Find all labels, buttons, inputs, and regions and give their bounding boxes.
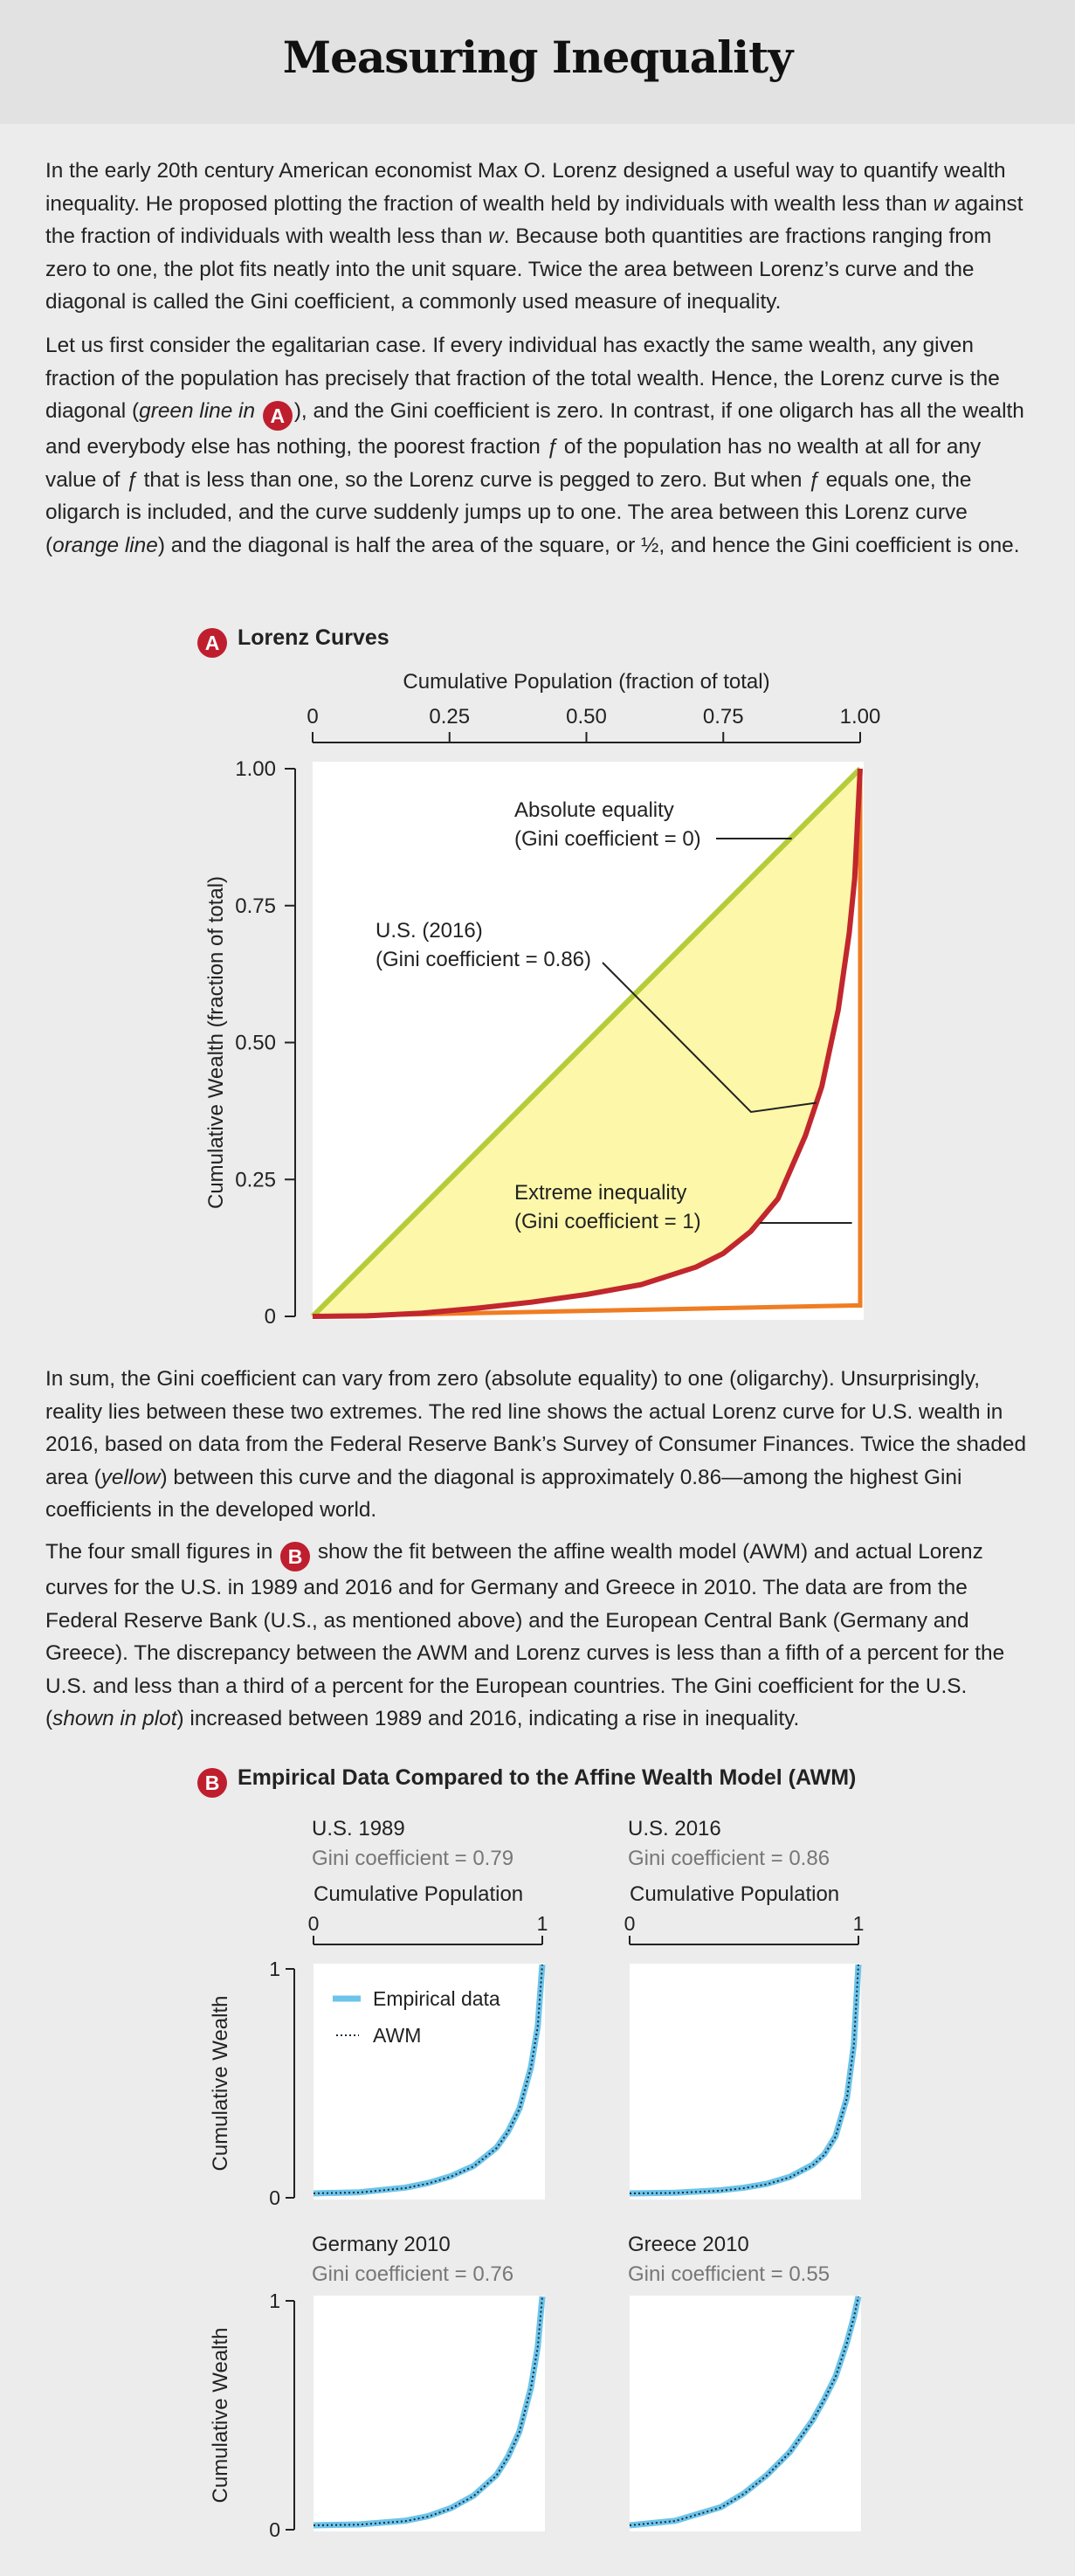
figure-b-heading	[196, 1765, 856, 1798]
page-title: Measuring Inequality	[282, 31, 793, 83]
badge-a: A	[197, 628, 227, 658]
figure-b-title: Empirical Data Compared to the Affine Wealth Model (AWM)	[238, 1765, 857, 1790]
x-tick-label: 1	[852, 1912, 865, 1935]
greece2010-gini: Gini coefficient = 0.55	[628, 2262, 830, 2286]
y-tick-label: 0.50	[235, 1031, 276, 1055]
us2016-title: U.S. 2016	[628, 1817, 721, 1840]
text-run: that is less than one, so the Lorenz curve is pegged to zero. But when	[143, 467, 803, 492]
y-tick-label: 0	[269, 2518, 280, 2541]
lorenz-curves-chart	[0, 655, 1075, 1328]
text-run: of the population has no wealth at all for any value of	[45, 435, 982, 492]
text-run: orange line	[52, 533, 158, 557]
text-run: The four small figures in	[45, 1540, 273, 1564]
text-run: ƒ	[126, 467, 138, 492]
text-run: green line in	[139, 399, 256, 424]
body-paragraph-4	[45, 1536, 1030, 1736]
us1989-title: U.S. 1989	[312, 1817, 405, 1840]
text-run: ) and the diagonal is half the area of the square, or ½, and hence the Gini coefficient is one.	[157, 533, 1020, 557]
small-plot-area	[630, 1964, 861, 2200]
badge-b: B	[197, 1768, 227, 1798]
y-tick-label: 0.25	[235, 1168, 276, 1192]
annotation-us2016-line2: (Gini coefficient = 0.86)	[376, 948, 592, 971]
text-run: ), and the Gini coefficient is zero. In contrast, if one oligarch has all the wealth and everybody else has nothing, the poorest fraction	[45, 399, 1024, 459]
text-run: In sum, the Gini coefficient can vary from zero (absolute equality) to one (oligarchy). Unsurprisingly, reality lies between these two extremes. The red line shows the actual Lorenz curve for U.S. wealth in 2016, based on data from the Federal Reserve Bank’s Survey of Consumer Finances. Twice the shaded area (	[45, 1367, 1027, 1489]
text-run: yellow	[100, 1465, 161, 1489]
text-run: w	[488, 224, 504, 249]
annotation-extreme-line1: Extreme inequality	[514, 1181, 687, 1205]
text-run: ) increased between 1989 and 2016, indicating a rise in inequality.	[176, 1707, 800, 1731]
y-tick-label: 1	[269, 2289, 280, 2312]
text-run: ƒ	[546, 435, 559, 459]
x-tick-label: 0.25	[429, 705, 471, 729]
germany2010-gini: Gini coefficient = 0.76	[312, 2262, 514, 2286]
badge-b-inline: B	[280, 1542, 310, 1571]
figure-a-title: Lorenz Curves	[238, 625, 389, 650]
greece2010-title: Greece 2010	[628, 2233, 749, 2256]
body-paragraph-3	[45, 1363, 1030, 1527]
legend-label-awm: AWM	[373, 2024, 422, 2047]
text-run: shown in plot	[52, 1707, 177, 1731]
y-axis-title: Cumulative Wealth	[209, 1995, 232, 2172]
small-plot-area	[314, 2296, 545, 2531]
x-axis-title: Cumulative Population	[314, 1882, 524, 1906]
header-band	[0, 0, 1075, 124]
awm-small-multiples	[0, 1869, 1075, 2568]
text-run: . Because both quantities are fractions ranging from zero to one, the plot fits neatly into the unit square. Twice the area between Lorenz’s curve and the diagonal is called the Gini coefficient, a commonly used measure of inequality.	[45, 224, 992, 314]
y-tick-label: 0.75	[235, 894, 276, 918]
text-run: ) between this curve and the diagonal is approximately 0.86—among the highest Gini coefficients in the developed world.	[45, 1465, 962, 1523]
germany2010-title: Germany 2010	[312, 2233, 451, 2256]
annotation-equality-line2: (Gini coefficient = 0)	[514, 827, 701, 851]
x-tick-label: 1.00	[839, 705, 881, 729]
us1989-gini: Gini coefficient = 0.79	[312, 1847, 514, 1870]
legend-label-empirical: Empirical data	[373, 1987, 500, 2010]
y-tick-label: 1.00	[235, 757, 276, 781]
x-tick-label: 0	[307, 705, 319, 729]
x-axis-title: Cumulative Population	[630, 1882, 840, 1906]
text-run: equals one, the oligarch is included, and the curve suddenly jumps up to one. The area between this Lorenz curve (	[45, 467, 972, 557]
y-tick-label: 0	[264, 1305, 276, 1328]
text-run: show the fit between the affine wealth model (AWM) and actual Lorenz curves for the U.S. in 1989 and 2016 and for Germany and Greece in 2010. The data are from the Federal Reserve Bank (U.S., as mentioned above) and the European Central Bank (Germany and Greece). The discrepancy between the AWM and Lorenz curves is less than a fifth of a percent for the U.S. and less than a third of a percent for the European countries. The Gini coefficient for the U.S. (	[45, 1540, 1005, 1731]
text-run: Let us first consider the egalitarian case. If every individual has exactly the same wealth, any given fraction of the population has precisely that fraction of the total wealth. Hence, the Lorenz curve is the diagonal (	[45, 334, 1000, 424]
y-tick-label: 1	[269, 1958, 280, 1980]
annotation-extreme-line2: (Gini coefficient = 1)	[514, 1210, 701, 1233]
x-axis-title: Cumulative Population (fraction of total)	[403, 670, 770, 694]
us2016-gini: Gini coefficient = 0.86	[628, 1847, 830, 1870]
y-axis-title: Cumulative Wealth	[209, 2327, 232, 2503]
x-tick-label: 0.75	[702, 705, 744, 729]
text-run: against the fraction of individuals with wealth less than	[45, 191, 1023, 249]
text-run: w	[933, 191, 949, 216]
intro-paragraph-2	[45, 329, 1030, 563]
x-tick-label: 0	[624, 1912, 636, 1935]
text-run: ƒ	[808, 467, 820, 492]
text-run: In the early 20th century American economist Max O. Lorenz designed a useful way to quantify wealth inequality. He proposed plotting the fraction of wealth held by individuals with wealth less than	[45, 159, 1006, 216]
y-axis-title: Cumulative Wealth (fraction of total)	[204, 875, 228, 1210]
x-tick-label: 0.50	[566, 705, 607, 729]
x-tick-label: 1	[536, 1912, 548, 1935]
y-tick-label: 0	[269, 2186, 280, 2209]
annotation-equality-line1: Absolute equality	[514, 798, 674, 822]
x-tick-label: 0	[307, 1912, 320, 1935]
badge-a-inline: A	[263, 401, 293, 431]
intro-paragraph-1	[45, 155, 1030, 319]
figure-a-heading	[196, 625, 389, 658]
annotation-us2016-line1: U.S. (2016)	[376, 919, 483, 943]
